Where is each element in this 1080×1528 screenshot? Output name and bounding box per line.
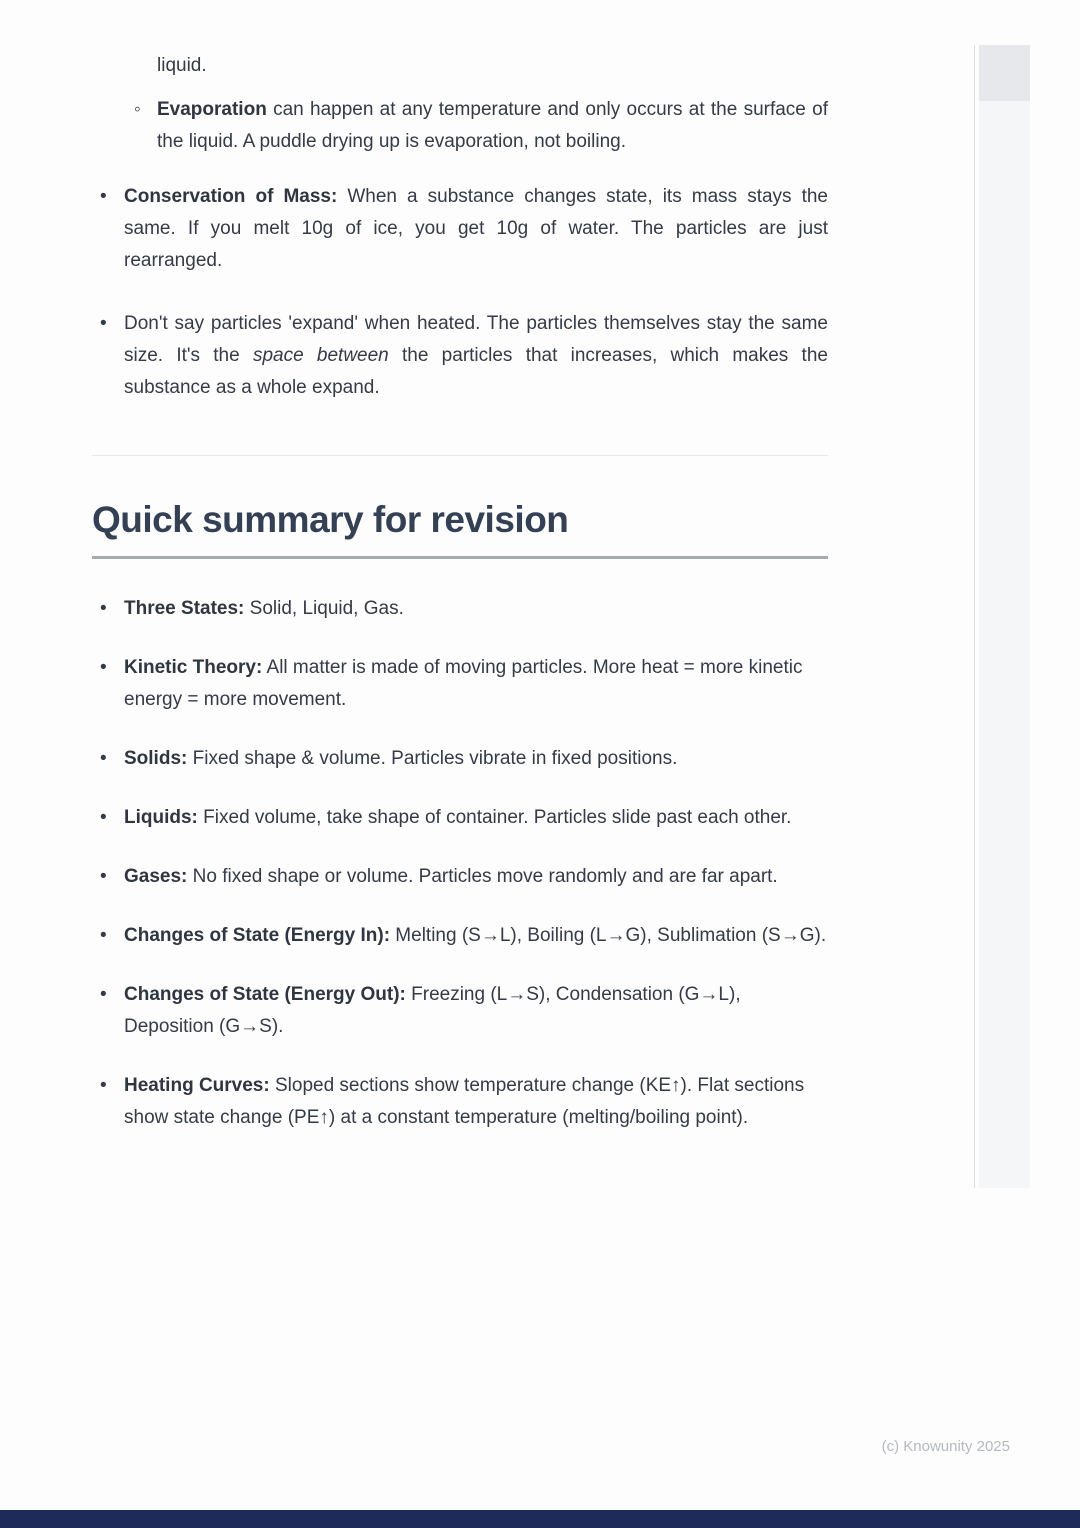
- list-item: [92, 802, 828, 834]
- list-item: [92, 861, 828, 893]
- bullet-text: Solid, Liquid, Gas.: [244, 598, 404, 619]
- bullet-text: Freezing (L→S), Condensation (G→L), Deposition (G→S).: [124, 984, 741, 1037]
- bullet-text: can happen at any temperature and only occurs at the surface of the liquid. A puddle drying up is evaporation, not boiling.: [157, 99, 828, 152]
- bullet-lead-bold: Three States:: [124, 598, 245, 619]
- bullet-lead-bold: Conservation of Mass:: [124, 186, 338, 207]
- page-edge-divider: [974, 45, 975, 1188]
- tips-bullet-list: [92, 181, 828, 404]
- bullet-lead-bold: Changes of State (Energy Out):: [124, 984, 406, 1005]
- list-item: [92, 979, 828, 1043]
- bullet-lead-bold: Evaporation: [157, 99, 267, 120]
- list-item: [92, 308, 828, 404]
- brand-accent-bar: [0, 1510, 1080, 1528]
- continued-paragraph-text: liquid.: [157, 55, 207, 76]
- bullet-lead-bold: Heating Curves:: [124, 1075, 270, 1096]
- list-item: [92, 1070, 828, 1134]
- list-item: [92, 181, 828, 277]
- section-divider: [92, 455, 828, 456]
- summary-bullet-list: [92, 593, 828, 1134]
- list-item: [92, 743, 828, 775]
- scrollbar-track[interactable]: [979, 45, 1030, 1188]
- sub-bullet-list: [92, 94, 828, 158]
- bullet-text: Don't say particles 'expand' when heated. The particles themselves stay the same size. It's the: [124, 313, 828, 366]
- section-heading: Quick summary for revision: [92, 499, 828, 559]
- bullet-text: Fixed shape & volume. Particles vibrate in fixed positions.: [187, 748, 678, 769]
- bullet-lead-bold: Kinetic Theory:: [124, 657, 263, 678]
- list-item: [92, 94, 828, 158]
- list-item: [92, 593, 828, 625]
- bullet-text: Sloped sections show temperature change (KE↑). Flat sections show state change (PE↑) at a constant temperature (melting/boiling point).: [124, 1075, 805, 1128]
- bullet-lead-bold: Gases:: [124, 866, 188, 887]
- bullet-text: When a substance changes state, its mass stays the same. If you melt 10g of ice, you get 10g of water. The particles are just rearranged.: [124, 186, 828, 271]
- bullet-lead-bold: Liquids:: [124, 807, 198, 828]
- bullet-text: All matter is made of moving particles. More heat = more kinetic energy = more movement.: [124, 657, 803, 710]
- list-item: [92, 920, 828, 952]
- bullet-text: Melting (S→L), Boiling (L→G), Sublimation (S→G).: [390, 925, 827, 946]
- bullet-text: Fixed volume, take shape of container. Particles slide past each other.: [197, 807, 792, 828]
- bullet-text: the particles that increases, which makes the substance as a whole expand.: [124, 345, 828, 398]
- bullet-text: No fixed shape or volume. Particles move randomly and are far apart.: [187, 866, 778, 887]
- document-content: [92, 50, 828, 1134]
- scrollbar-thumb[interactable]: [979, 45, 1030, 101]
- bullet-lead-bold: Solids:: [124, 748, 188, 769]
- copyright-text: (c) Knowunity 2025: [881, 1438, 1010, 1455]
- list-item: [92, 652, 828, 716]
- bullet-lead-bold: Changes of State (Energy In):: [124, 925, 391, 946]
- bullet-text-italic: space between: [252, 345, 389, 366]
